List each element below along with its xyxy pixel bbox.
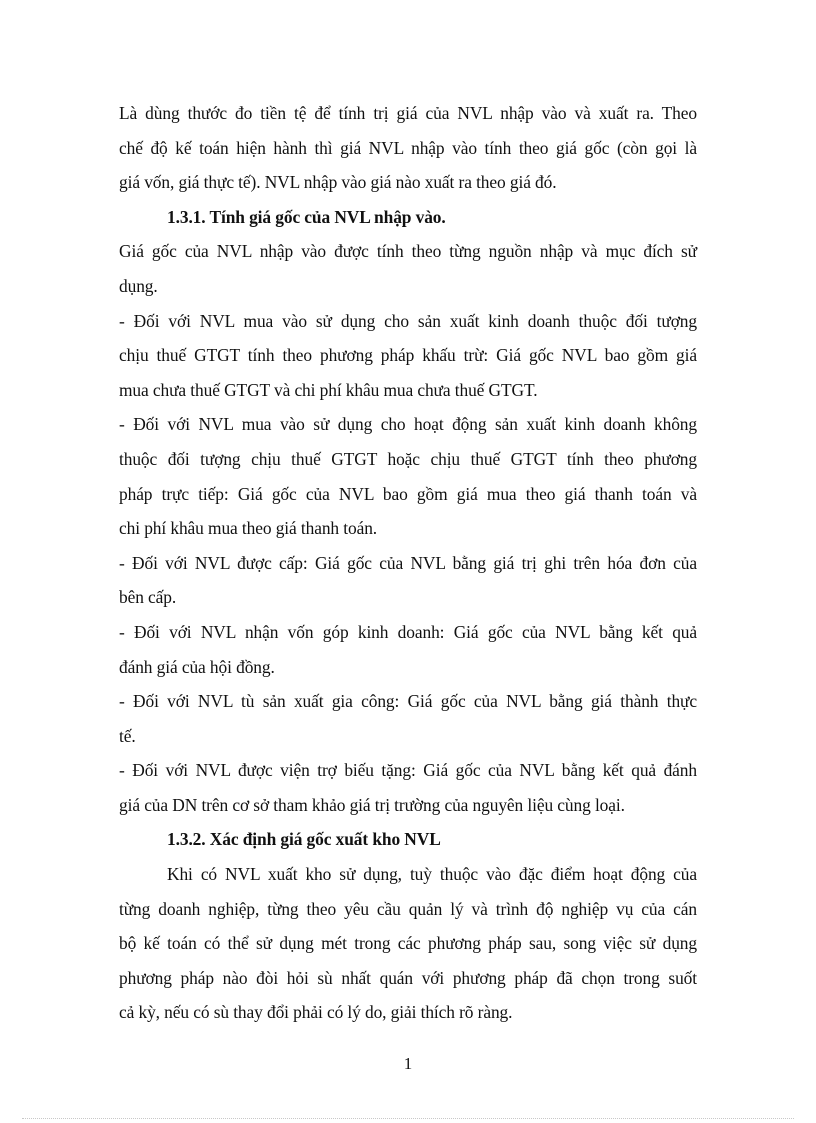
paragraph-line: dụng. xyxy=(119,275,158,296)
section-heading-1-3-2: 1.3.2. Xác định giá gốc xuất kho NVL xyxy=(167,829,441,850)
page-number: 1 xyxy=(403,1054,413,1073)
bullet-line: - Đối với NVL được viện trợ biếu tặng: Giá gốc của NVL bằng kết quả đánh xyxy=(119,760,697,781)
bullet-line: giá của DN trên cơ sở tham khảo giá trị trường của nguyên liệu cùng loại. xyxy=(119,794,625,815)
bullet-line: pháp trực tiếp: Giá gốc của NVL bao gồm giá mua theo giá thanh toán và xyxy=(119,483,697,504)
paragraph-line: chế độ kế toán hiện hành thì giá NVL nhập vào tính theo giá gốc (còn gọi là xyxy=(119,137,697,158)
bullet-line: - Đối với NVL mua vào sử dụng cho sản xuất kinh doanh thuộc đối tượng xyxy=(119,310,697,331)
paragraph-line: Khi có NVL xuất kho sử dụng, tuỳ thuộc vào đặc điểm hoạt động của xyxy=(167,864,697,885)
paragraph-line: Giá gốc của NVL nhập vào được tính theo từng nguồn nhập và mục đích sử xyxy=(119,241,697,262)
body-text xyxy=(119,96,697,1030)
bullet-line: chịu thuế GTGT tính theo phương pháp khấu trừ: Giá gốc NVL bao gồm giá xyxy=(119,345,697,366)
section-heading-1-3-1: 1.3.1. Tính giá gốc của NVL nhập vào. xyxy=(167,206,446,227)
paragraph-line: phương pháp nào đòi hỏi sù nhất quán với phương pháp đã chọn trong suốt xyxy=(119,967,697,988)
paragraph-line: Là dùng thước đo tiền tệ để tính trị giá của NVL nhập vào và xuất ra. Theo xyxy=(119,103,697,123)
bullet-line: - Đối với NVL mua vào sử dụng cho hoạt động sản xuất kinh doanh không xyxy=(119,414,697,435)
page-bottom-border xyxy=(22,1118,794,1119)
bullet-line: thuộc đối tượng chịu thuế GTGT hoặc chịu thuế GTGT tính theo phương xyxy=(119,448,697,469)
bullet-line: - Đối với NVL được cấp: Giá gốc của NVL bằng giá trị ghi trên hóa đơn của xyxy=(119,552,697,573)
bullet-line: chi phí khâu mua theo giá thanh toán. xyxy=(119,518,378,539)
bullet-line: bên cấp. xyxy=(119,587,177,608)
paragraph-line: từng doanh nghiệp, từng theo yêu cầu quản lý và trình độ nghiệp vụ của cán xyxy=(119,898,697,919)
paragraph-line: bộ kế toán có thể sử dụng mét trong các phương pháp sau, song việc sử dụng xyxy=(119,933,697,954)
bullet-line: - Đối với NVL tù sản xuất gia công: Giá gốc của NVL bằng giá thành thực xyxy=(119,691,697,712)
paragraph-line: giá vốn, giá thực tế). NVL nhập vào giá nào xuất ra theo giá đó. xyxy=(119,172,557,193)
bullet-line: - Đối với NVL nhận vốn góp kinh doanh: Giá gốc của NVL bằng kết quả xyxy=(119,621,697,642)
bullet-line: đánh giá của hội đồng. xyxy=(119,656,275,677)
bullet-line: mua chưa thuế GTGT và chi phí khâu mua chưa thuế GTGT. xyxy=(119,379,538,400)
paragraph-line: cả kỳ, nếu có sù thay đổi phải có lý do, giải thích rõ ràng. xyxy=(119,1002,513,1023)
bullet-line: tế. xyxy=(119,725,136,746)
